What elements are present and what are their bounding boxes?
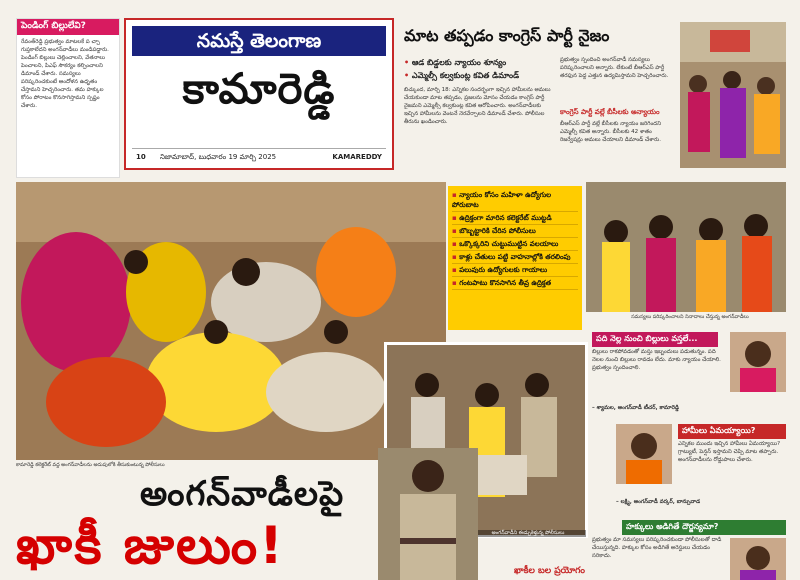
highlight-item: ▪ బొబ్బట్టారికి చేరిన పోలీసులు <box>452 225 578 238</box>
main-photo-graphic <box>16 182 446 460</box>
quote-2-attribution: – లక్ష్మి, అంగన్‌వాడీ వర్కర్, బాన్సువాడ <box>616 499 701 505</box>
main-protest-photo <box>16 182 446 460</box>
top-story-bullets <box>404 56 554 82</box>
main-photo-caption: కామారెడ్డి కలెక్టరేట్ వద్ద అంగన్‌వాడీలను అదుపులోకి తీసుకుంటున్న పోలీసులు <box>16 462 165 468</box>
quote-1-body: బిల్లులు రాకపోవడంతో మస్తు ఇబ్బందులు పడుతున్నం. పది నెలల నుంచి బిల్లులు రావడం లేదు. మాకు న్యాయం చేయాలి. ప్రభుత్వం స్పందించాలి. <box>592 349 721 371</box>
highlight-item: ▪ గంటపాటు కొనసాగిన తీవ్ర ఉద్రిక్తత <box>452 277 578 290</box>
quote-2-portrait <box>616 424 672 484</box>
quote-1-attribution: – శ్యామల, అంగన్‌వాడీ టీచర్, కామారెడ్డి <box>592 405 679 411</box>
officer-photo-graphic <box>378 448 478 580</box>
top-story-bullet: • ఆడ బిడ్డలకు న్యాయం శూన్యం <box>404 56 554 69</box>
inset-photo-caption: అంగన్‌వాడీని ఈడ్చుకెళ్తున్న పోలీసులు <box>470 530 586 537</box>
officer-photo <box>378 448 478 580</box>
sidebar-story-title: పెండింగ్ బిల్లులేవి? <box>17 19 119 35</box>
top-story-bullet: • ఎమ్మెల్సీ కల్వకుంట్ల కవిత డిమాండ్ <box>404 69 554 82</box>
top-story-column-2: ప్రభుత్వం స్పందించి అంగన్‌వాడీ సమస్యలు పరిష్కరించాలని అన్నారు. లేకుంటే బీఆర్ఎస్ పార్టీ తరఫున పెద్ద ఎత్తున ఉద్యమిస్తామని హెచ్చరించారు. <box>560 57 669 79</box>
right-photo-graphic <box>586 182 786 312</box>
top-story-column-3: బీఆర్‌ఎస్ పార్టీ వల్లే బీసీలకు న్యాయం జరిగిందని ఎమ్మెల్సీ కవిత అన్నారు. బీసీలకు 42 శాతం రిజర్వేషన్లు అమలు చేయాలని డిమాండ్ చేశారు. <box>560 121 662 143</box>
top-story-subhead: కాంగ్రెస్ పార్టీ వల్లే బీసీలకు అన్యాయం <box>560 108 660 116</box>
sidebar-story <box>16 18 120 178</box>
top-story-headline: మాట తప్పడం కాంగ్రెస్ పార్టీ నైజం <box>404 26 610 45</box>
issue-date: నిజామాబాద్, బుధవారం 19 మార్చి 2025 <box>160 153 277 161</box>
masthead <box>124 18 394 170</box>
portrait-graphic <box>730 538 786 580</box>
portrait-graphic <box>616 424 672 484</box>
right-protest-photo <box>586 182 786 312</box>
highlight-item: ▪ న్యాయం కోసం మహిళా ఉద్యోగుల పోరుబాట <box>452 189 578 212</box>
quote-1-portrait <box>730 332 786 392</box>
main-headline-line-2: ఖాకీ జులుం! <box>16 516 285 576</box>
main-headline-line-1: అంగన్‌వాడీలపై <box>140 474 345 514</box>
masthead-edition-title: కామారెడ్డి <box>182 64 336 113</box>
top-story-photo <box>680 22 786 168</box>
masthead-dateline <box>132 148 386 164</box>
right-photo-caption: సమస్యలు పరిష్కరించాలని నినాదాలు చేస్తున్న అంగన్‌వాడీలు <box>631 314 749 320</box>
portrait-graphic <box>730 332 786 392</box>
quote-2-title: హామీలు ఏమయ్యాయి? <box>678 424 786 439</box>
top-story-column-1: బిచ్కుంద, మార్చి 18: ఎన్నికల సందర్భంగా ఇచ్చిన హామీలను అమలు చేయకుండా మాట తప్పడం, ప్రజలను మోసం చేయడం కాంగ్రెస్ పార్టీ నైజమని ఎమ్మెల్సీ కల్వకుంట్ల కవిత ఆరోపించారు. అంగన్‌వాడీలకు ఇచ్చిన హామీలను వెంటనే నెరవేర్చాలని డిమాండ్ చేశారు. పోలీసుల తీరును ఖండించారు. <box>404 87 551 125</box>
sidebar-story-body: రేవంత్‌రెడ్డి ప్రభుత్వం మాటలకే ప‌ చ్చా గుప్తకాలేదని అంగన్‌వాడీలు మండిపడ్డారు. పెండింగ్ బిల్లులు చెల్లించాలని, వేతనాలు పెంచాలని, పిఎఫ్ సౌకర్యం కల్పించాలని డిమాండ్ చేశారు. సమస్యలు పరిష్కరించకుంటే ఆందోళన ఉధృతం చేస్తామని హెచ్చరించారు. తమ హక్కుల కోసం పోరాటం కొనసాగిస్తామని స్పష్టం చేశారు. <box>21 39 109 109</box>
protest-photo-graphic <box>680 22 786 168</box>
highlight-item: ▪ పలువురు ఉద్యోగులకు గాయాలు <box>452 264 578 277</box>
highlights-box <box>448 186 582 330</box>
highlight-item: ▪ కాళ్లు చేతులు పట్టి వాహనాల్లోకి తరలింపు <box>452 251 578 264</box>
bottom-subhead: ఖాకీల బల ప్రయోగం <box>514 566 585 576</box>
page-number: 10 <box>136 153 146 161</box>
highlight-item: ▪ ఉద్రిక్తంగా మారిన కలెక్టరేట్ ముట్టడి <box>452 212 578 225</box>
quote-1-title: పది నెల్ల నుంచి బిల్లులు వస్తలే... <box>592 332 718 347</box>
quote-3-body: ప్రభుత్వం మా సమస్యలు పరిష్కరించకుండా పోలీసులతో దాడి చేయిస్తున్నది. హక్కుల కోసం అడిగితే అరెస్టులు చేయడం సరికాదు. <box>592 537 722 559</box>
quote-3-title: హక్కులు అడిగితే దౌర్జన్యమా? <box>622 520 786 535</box>
highlight-item: ▪ ఒక్కొక్కరిని చుట్టుముట్టిన వలయాలు <box>452 238 578 251</box>
edition-name: KAMAREDDY <box>332 153 382 161</box>
quote-3-portrait <box>730 538 786 580</box>
masthead-paper-name: నమస్తే తెలంగాణ <box>132 26 386 56</box>
quote-2-body: ఎన్నికల ముందు ఇచ్చిన హామీలు ఏమయ్యాయి? గ్రాట్యుటీ, పెన్షన్ ఇస్తామని చెప్పి మాట తప్పారు. అంగన్‌వాడీలను రోడ్డుపాలు చేశారు. <box>678 441 781 463</box>
